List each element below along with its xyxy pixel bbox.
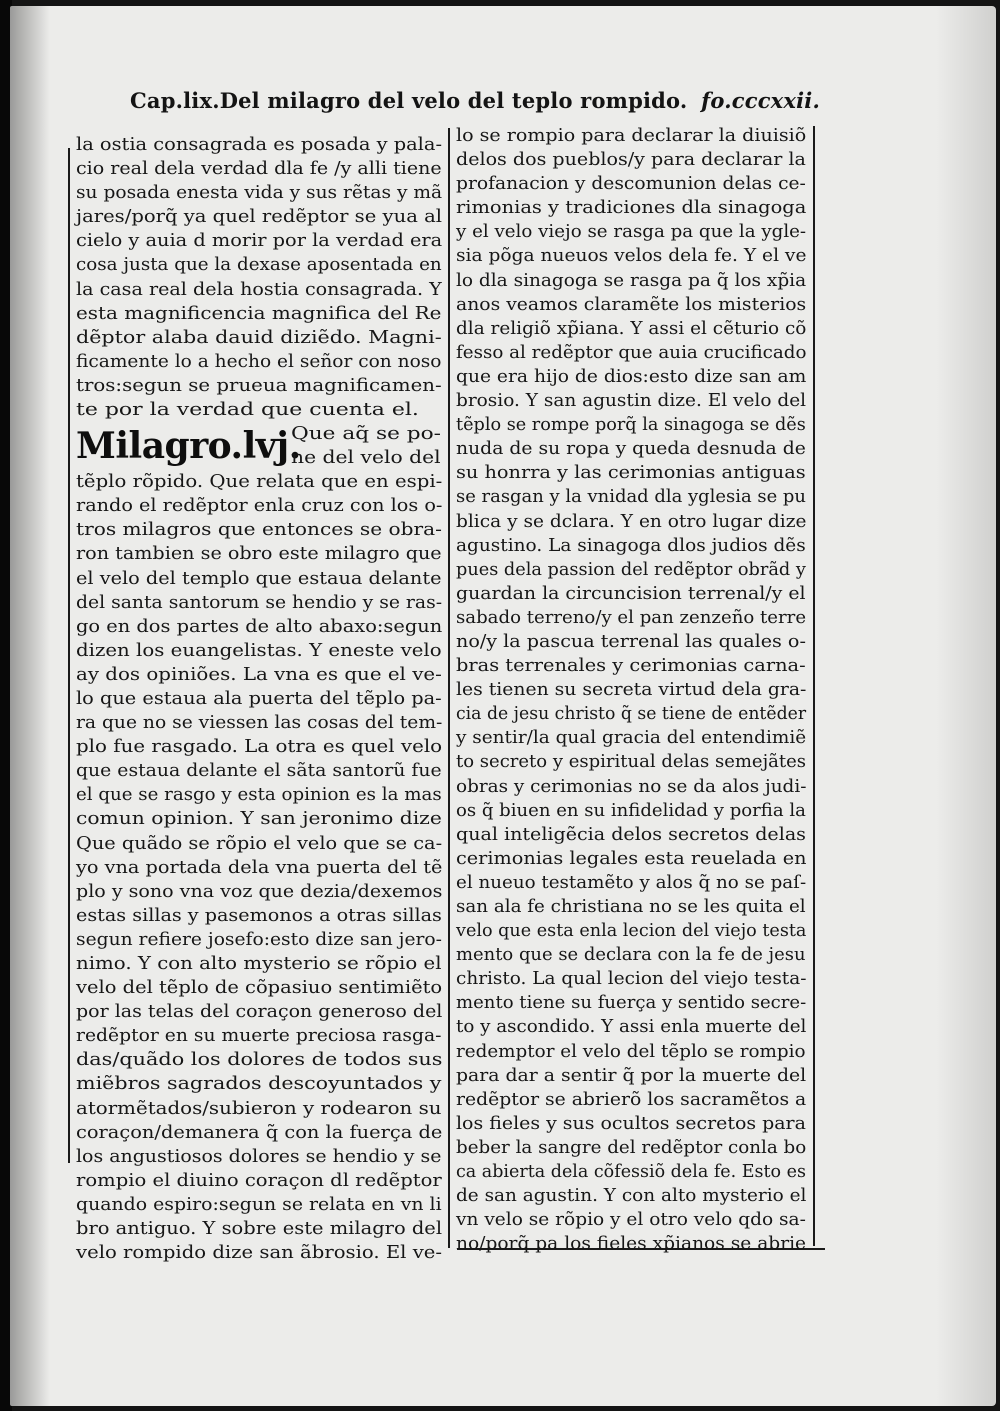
text-line: das/quãdo los dolores de todos sus [76, 1050, 443, 1071]
text-line: el nueuo testamẽto y alos q̃ no se paſ- [456, 872, 807, 893]
text-line: cia de jesu christo q̃ se tiene de entẽder [456, 704, 807, 725]
text-line: el que se rasgo y esta opinion es la mas [76, 785, 442, 806]
text-line: christo. La qual lecion del viejo testa- [456, 969, 807, 990]
text-line: delos dos pueblos/y para declarar la [456, 150, 806, 171]
text-line: el velo del templo que estaua delante [76, 568, 442, 589]
folio-number: fo.cccxxii. [701, 88, 820, 113]
text-line: bro antiguo. Y sobre este milagro del [76, 1219, 443, 1240]
text-line: no/y la pascua terrenal las quales o- [456, 631, 806, 652]
text-line: nimo. Y con alto mysterio se rõpio el [76, 954, 442, 974]
page-header [130, 82, 820, 122]
text-line: les tienen su secreta virtud dela gra- [456, 680, 807, 701]
left-text-column [76, 133, 448, 1265]
left-column-upper-text [76, 133, 448, 422]
text-line: redẽptor en su muerte preciosa rasga- [76, 1026, 442, 1047]
text-line: los angustiosos dolores se hendio y se [76, 1146, 442, 1167]
text-line: velo rompido dize san ãbrosio. El ve- [76, 1243, 443, 1264]
text-line: por las telas del coraçon generoso del [76, 1002, 443, 1023]
text-line: fesso al redẽptor que auia crucificado [456, 342, 807, 363]
text-line: beber la sangre del redẽptor conla bo [456, 1137, 807, 1158]
text-line: jares/porq̃ ya quel redẽptor se yua al [76, 207, 443, 228]
text-line: plo fue rasgado. La otra es quel velo [76, 737, 443, 758]
text-line: lo dla sinagoga se rasga pa q̃ los xp̃ia [456, 270, 807, 291]
heading-side-line: Que aq̃ se po- [291, 424, 441, 445]
text-line: mento que se declara con la fe de jesu [456, 945, 806, 966]
text-line: yo vna portada dela vna puerta del tẽ [76, 857, 443, 878]
right-text-column [456, 124, 812, 1256]
gutter-shadow [10, 6, 50, 1406]
running-title: Cap.lix.Del milagro del velo del teplo rompido. [130, 88, 688, 113]
text-line: quando espiro:segun se relata en vn li [76, 1194, 442, 1215]
text-line: ra que no se viessen las cosas del tem- [76, 713, 443, 734]
text-line: pues dela passion del redẽptor obrãd y [456, 559, 806, 580]
text-line: no/porq̃ pa los fieles xp̃ianos se abrie [456, 1234, 807, 1255]
text-line: nuda de su ropa y queda desnuda de [456, 439, 806, 460]
text-line: cerimonias legales esta reuelada en [456, 848, 807, 869]
text-line: coraçon/demanera q̃ con la fuerça de [76, 1122, 443, 1143]
text-line: que era hijo de dios:esto dize san am [456, 366, 807, 387]
text-line: te por la verdad que cuenta el. [76, 400, 419, 421]
text-line: su honrra y las cerimonias antiguas [456, 463, 806, 484]
text-line: to y ascondido. Y assi enla muerte del [456, 1017, 807, 1038]
text-line: brosio. Y san agustin dize. El velo del [456, 391, 807, 412]
text-line: redẽptor se abrierõ los sacramẽtos a [456, 1089, 807, 1110]
text-line: qual inteligẽcia delos secretos delas [456, 824, 806, 845]
text-line: guardan la circuncision terrenal/y el [456, 583, 806, 604]
text-line: miẽbros sagrados descoyuntados y [76, 1074, 442, 1095]
text-line: obras y cerimonias no se da alos judi- [456, 776, 807, 797]
text-line: go en dos partes de alto abaxo:segun [76, 616, 443, 637]
chapter-heading-block [76, 422, 448, 470]
text-line: tẽplo se rompe porq̃ la sinagoga se dẽs [456, 415, 806, 436]
text-line: su posada enesta vida y sus rẽtas y mã [76, 183, 443, 204]
text-line: atormẽtados/subieron y rodearon su [76, 1098, 442, 1119]
text-line: sabado terreno/y el pan zenzeño terre [456, 607, 807, 628]
text-line: dẽptor alaba dauid diziẽdo. Magni- [76, 327, 442, 348]
text-line: dla religiõ xp̃iana. Y assi el cẽturio cõ [456, 318, 807, 339]
text-line: profanacion y descomunion delas ce- [456, 174, 806, 195]
text-line: velo que esta enla lecion del viejo testa [456, 921, 807, 942]
text-line: los fieles y sus ocultos secretos para [456, 1113, 806, 1134]
text-line: que estaua delante el sãta santorũ fue [76, 761, 442, 782]
text-line: vn velo se rõpio y el otro velo qdo sa- [456, 1210, 806, 1231]
text-line: se rasgan y la vnidad dla yglesia se pu [456, 487, 806, 508]
text-line: y el velo viejo se rasga pa que la ygle- [456, 222, 807, 243]
heading-side-text [291, 422, 451, 470]
text-line: y sentir/la qual gracia del entendimiẽ [456, 728, 807, 749]
left-column-rule [68, 148, 70, 1163]
text-line: rando el redẽptor enla cruz con los o- [76, 496, 443, 517]
left-column-lower-text [76, 470, 448, 1265]
text-line: cielo y auia d morir por la verdad era [76, 231, 443, 252]
text-line: tros:segun se prueua magnificamen- [76, 375, 442, 396]
text-line: tẽplo rõpido. Que relata que en espi- [76, 472, 443, 493]
text-line: os q̃ biuen en su infidelidad y porfia la [456, 800, 806, 821]
text-line: comun opinion. Y san jeronimo dize [76, 809, 442, 830]
text-line: para dar a sentir q̃ por la muerte del [456, 1065, 807, 1086]
text-line: la ostia consagrada es posada y pala- [76, 135, 443, 155]
text-line: ca abierta dela cõfessiõ dela fe. Esto es [456, 1162, 806, 1183]
text-line: la casa real dela hostia consagrada. Y [76, 279, 442, 300]
text-line: lo se rompio para declarar la diuisiõ [456, 126, 807, 146]
page-edge-shadow [936, 6, 996, 1406]
text-line: anos veamos claramẽte los misterios [456, 294, 807, 315]
text-line: cio real dela verdad dla fe /y alli tiene [76, 159, 442, 180]
text-line: redemptor el velo del tẽplo se rompio [456, 1041, 806, 1062]
text-line: cosa justa que la dexase aposentada en [76, 255, 442, 276]
heading-side-line: ne del velo del [291, 448, 441, 469]
text-line: bras terrenales y cerimonias carna- [456, 656, 806, 677]
text-line: segun refiere josefo:esto dize san jero- [76, 929, 442, 950]
text-line: blica y se dclara. Y en otro lugar dize [456, 511, 807, 532]
text-line: mento tiene su fuerça y sentido secre- [456, 993, 807, 1014]
text-line: sia põga nueuos velos dela fe. Y el ve [456, 246, 807, 267]
right-column-text [456, 124, 812, 1256]
text-line: tros milagros que entonces se obra- [76, 520, 442, 541]
text-line: del santa santorum se hendio y se ras- [76, 592, 443, 613]
text-line: esta magnificencia magnifica del Re [76, 303, 442, 324]
text-line: lo que estaua ala puerta del tẽplo pa- [76, 688, 442, 709]
text-line: ron tambien se obro este milagro que [76, 544, 442, 565]
text-line: ay dos opiniões. La vna es que el ve- [76, 664, 442, 685]
text-line: Que quãdo se rõpio el velo que se ca- [76, 833, 443, 854]
text-line: san ala fe christiana no se les quita el [456, 897, 806, 917]
text-line: agustino. La sinagoga dlos judios dẽs [456, 535, 806, 556]
text-line: de san agustin. Y con alto mysterio el [456, 1186, 807, 1207]
text-line: estas sillas y pasemonos a otras sillas [76, 905, 442, 926]
chapter-heading: Milagro.lvj. [76, 425, 301, 468]
text-line: to secreto y espiritual delas semejãtes [456, 752, 807, 773]
text-line: dizen los euangelistas. Y eneste velo [76, 640, 442, 661]
text-line: ficamente lo a hecho el señor con noso [76, 351, 442, 372]
text-line: velo del tẽplo de cõpasiuo sentimiẽto [76, 978, 443, 999]
text-line: rimonias y tradiciones dla sinagoga [456, 198, 807, 219]
text-line: plo y sono vna voz que dezia/dexemos [76, 881, 443, 902]
text-line: rompio el diuino coraçon dl redẽptor [76, 1170, 442, 1191]
